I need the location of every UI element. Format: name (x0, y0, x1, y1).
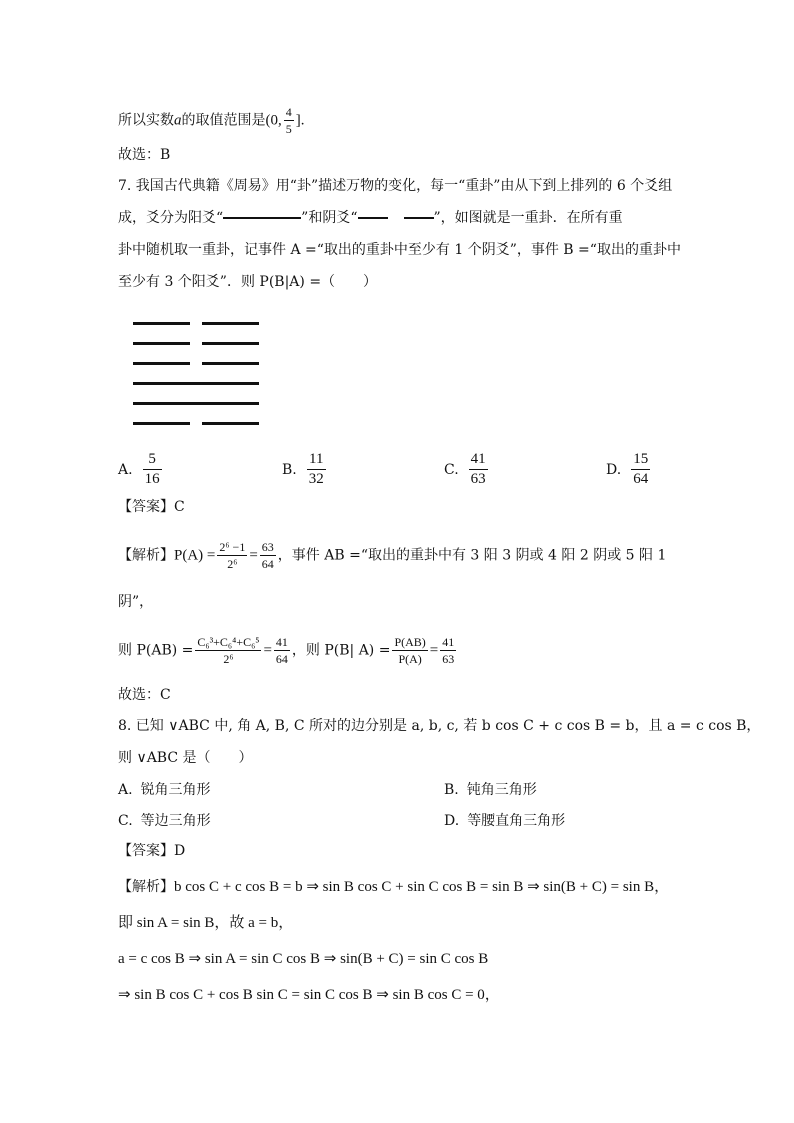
q8-analysis-step-1 (118, 877, 669, 897)
option-text: 等边三角形 (140, 813, 211, 829)
option-label: B. (444, 782, 459, 798)
q8-analysis-step-2: 即 sin A = sin B，故 a = b， (118, 915, 294, 931)
q7-option-b (282, 452, 328, 487)
q7-option-c (444, 452, 490, 487)
option-label: A. (118, 782, 133, 798)
fraction-numerator: 41 (442, 635, 455, 649)
fraction-denominator: 16 (144, 471, 160, 487)
fraction-denominator: 5 (285, 122, 292, 136)
option-text: 锐角三角形 (140, 782, 211, 798)
q7-stem-line-2-part-c: ”，如图就是一重卦．在所有重 (433, 210, 623, 226)
yin-line-segment (133, 342, 190, 345)
option-label: D. (606, 461, 622, 478)
q8-stem-line-2: 则 ∨ABC 是（ ） (118, 750, 253, 766)
q7-stem-line-3: 卦中随机取一重卦，记事件 A =“取出的重卦中至少有 1 个阴爻”，事件 B =“取出的重卦中 (118, 242, 681, 258)
pa-fraction (217, 541, 247, 570)
q8-stem-line-1: 8. 已知 ∨ABC 中, 角 A, B, C 所对的边分别是 a, b, c, 若 b cos C + c cos B = b，且 a = c cos B， (118, 718, 761, 734)
fraction-denominator: 2⁶ (227, 557, 238, 571)
fraction-numerator: 63 (261, 540, 274, 554)
event-ab-text: ，事件 AB =“取出的重卦中有 3 阳 3 阴或 4 阳 2 阴或 5 阳 1 (277, 547, 667, 564)
yin-line-segment (202, 322, 259, 325)
fraction-numerator: C₆³+C₆⁴+C₆⁵ (197, 635, 260, 649)
fraction-numerator: P(AB) (394, 635, 426, 649)
option-label: A. (118, 461, 133, 478)
yin-line-segment (202, 362, 259, 365)
fraction-denominator: 63 (470, 471, 486, 487)
q7-stem-line-4: 至少有 3 个阳爻”．则 P(B|A) =（ ） (118, 274, 378, 290)
fraction-denominator: 64 (633, 471, 649, 487)
pab-fraction (195, 636, 261, 665)
option-fraction (307, 452, 326, 487)
q8-option-c (118, 810, 211, 830)
option-label: C. (444, 461, 459, 478)
option-text: 等腰直角三角形 (467, 813, 566, 829)
yin-line-segment (133, 422, 190, 425)
q6-range-open: (0, (265, 112, 282, 129)
fraction-numerator: 11 (307, 452, 326, 470)
q8-answer: 【答案】D (118, 843, 186, 859)
fraction-denominator: P(A) (398, 652, 422, 666)
q7-analysis-line-2: 阴”， (118, 594, 154, 610)
yin-line-segment (202, 342, 259, 345)
hexagram-figure (133, 322, 259, 432)
fraction-denominator: 2⁶ (223, 652, 234, 666)
yin-line-segment (133, 322, 190, 325)
q7-stem-line-2-part-b: ”和阴爻“ (301, 210, 358, 226)
pab-value-fraction (274, 636, 290, 665)
yin-line-segment (133, 362, 190, 365)
q7-option-d (606, 452, 652, 487)
q6-text-mid: 的取值范围是 (181, 112, 266, 129)
q7-stem-line-2-part-a: 成，爻分为阳爻“ (118, 210, 224, 226)
fraction-denominator: 64 (275, 652, 288, 666)
fraction-denominator: 64 (261, 557, 274, 571)
pab-prefix: 则 P(AB) = (118, 642, 194, 659)
fraction-numerator: 15 (631, 452, 650, 470)
q8-option-d (444, 810, 565, 830)
fraction-numerator: 41 (469, 452, 488, 470)
yin-yao-left-segment (358, 217, 388, 219)
q6-var-a: a (174, 112, 182, 129)
fraction-numerator: 5 (143, 452, 162, 470)
q7-stem-line-1: 7. 我国古代典籍《周易》用“卦”描述万物的变化，每一“重卦”由从下到上排列的 6 个爻组 (118, 178, 673, 194)
q6-text-prefix: 所以实数 (118, 112, 174, 129)
fraction-denominator: 32 (308, 471, 324, 487)
q6-choice: 故选：B (118, 147, 171, 163)
q6-range-close: ]. (295, 112, 305, 129)
q8-option-a (118, 779, 211, 799)
conditional-value-fraction (440, 636, 456, 665)
option-fraction (469, 452, 488, 487)
fraction-numerator: 41 (275, 635, 288, 649)
q7-analysis-line-1 (118, 541, 666, 570)
analysis-label: 【解析】 (118, 879, 174, 895)
q7-option-a (118, 452, 164, 487)
yang-line (133, 382, 259, 385)
q6-range-fraction (284, 106, 294, 135)
pa-lhs: P(A) = (174, 547, 216, 564)
q7-stem-line-2 (118, 208, 623, 228)
q8-analysis-step-4: ⇒ sin B cos C + cos B sin C = sin C cos B ⇒ sin B cos C = 0， (118, 987, 500, 1003)
q6-conclusion-line (118, 106, 305, 135)
q7-answer: 【答案】C (118, 499, 185, 515)
option-label: D. (444, 813, 460, 829)
yin-yao-right-segment (404, 217, 434, 219)
yang-line (133, 402, 259, 405)
q7-analysis-line-3 (118, 636, 458, 665)
step-text: b cos C + c cos B = b ⇒ sin B cos C + sin C cos B = sin B ⇒ sin(B + C) = sin B， (174, 879, 670, 895)
option-text: 钝角三角形 (466, 782, 537, 798)
conditional-fraction (392, 636, 427, 665)
yin-line-segment (202, 422, 259, 425)
q8-analysis-step-3: a = c cos B ⇒ sin A = sin C cos B ⇒ sin(B + C) = sin C cos B (118, 951, 489, 967)
option-label: B. (282, 461, 297, 478)
conditional-prefix: ，则 P(B| A) = (291, 642, 391, 659)
equals-sign: = (263, 642, 272, 659)
fraction-denominator: 63 (442, 652, 455, 666)
pa-value-fraction (260, 541, 276, 570)
analysis-label: 【解析】 (118, 547, 174, 564)
option-label: C. (118, 813, 133, 829)
option-fraction (631, 452, 650, 487)
fraction-numerator: 4 (285, 105, 292, 119)
q8-option-b (444, 779, 537, 799)
yang-yao-symbol (223, 217, 301, 219)
fraction-numerator: 2⁶ −1 (219, 540, 246, 554)
option-fraction (143, 452, 162, 487)
equals-sign: = (249, 547, 258, 564)
q7-choice: 故选：C (118, 687, 171, 703)
equals-sign: = (429, 642, 439, 659)
